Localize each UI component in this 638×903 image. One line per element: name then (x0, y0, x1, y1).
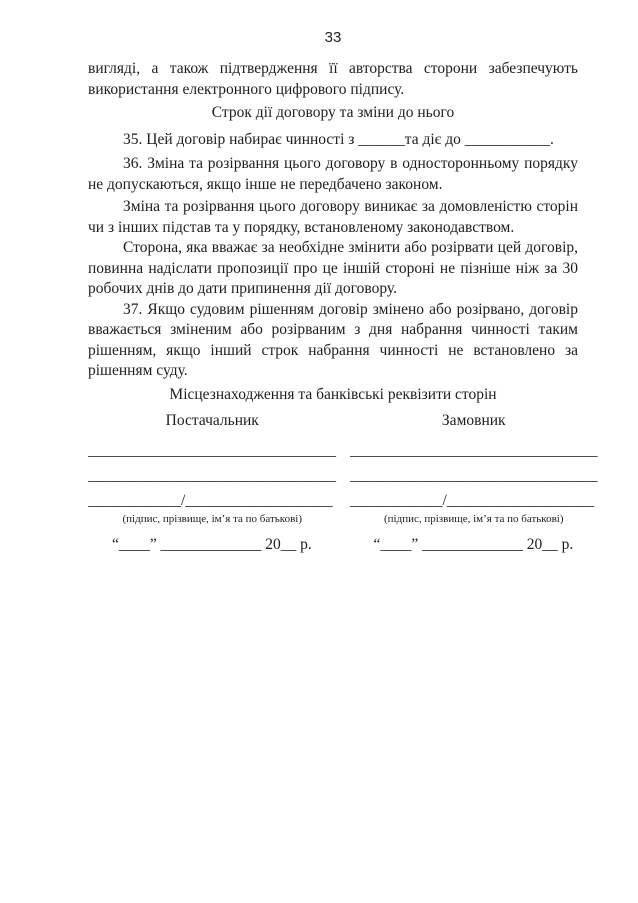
signature-block (88, 411, 598, 555)
supplier-blank-line-2: ________________________________ (88, 466, 336, 484)
supplier-signature-line: ____________/___________________ (88, 491, 333, 509)
supplier-signature-caption: (підпис, прізвище, ім’я та по батькові) (122, 512, 302, 525)
section-heading-term: Строк дії договору та зміни до нього (211, 104, 455, 121)
contract-clause-change: Зміна та розірвання цього договору виникає за домовленістю сторін чи з інших підстав та у порядку, встановленому законодавством. (88, 198, 578, 236)
customer-date-line: “____” _____________ 20__ р. (373, 535, 574, 553)
contract-clause-37: 37. Якщо судовим рішенням договір змінено або розірвано, договір вважається зміненим або розірваним з дня набрання чинності таким рішенням, якщо інший строк набрання чинності не встановлено за рішенням суду. (88, 300, 578, 379)
signature-column-supplier (88, 411, 337, 555)
customer-signature-line: ____________/___________________ (349, 491, 595, 509)
section-heading-requisites: Місцезнаходження та банківські реквізити сторін (169, 385, 497, 403)
page-content (88, 28, 598, 555)
customer-signature-caption: (підпис, прізвище, ім’я та по батькові) (384, 512, 564, 525)
signature-column-customer (350, 411, 599, 555)
contract-clause-notice: Сторона, яка вважає за необхідне змінити або розірвати цей договір, повинна надіслати пропозиції про це іншій стороні не пізніше ніж за 30 робочих днів до дати припинення дії договору. (88, 239, 578, 297)
customer-title: Замовник (441, 412, 506, 429)
customer-blank-line-1: ________________________________ (349, 441, 598, 459)
supplier-blank-line-1: ________________________________ (88, 441, 336, 459)
page-number: 33 (324, 29, 342, 46)
contract-clause-35: 35. Цей договір набирає чинності з ______та діє до ___________. (123, 130, 554, 148)
contract-clause-36: 36. Зміна та розірвання цього договору в односторонньому порядку не допускаються, якщо інше не передбачено законом. (88, 155, 578, 193)
supplier-title: Постачальник (165, 412, 259, 429)
customer-blank-line-2: ________________________________ (349, 466, 598, 484)
supplier-date-line: “____” _____________ 20__ р. (112, 535, 312, 553)
paragraph-continuation: вигляді, а також підтвердження її авторства сторони забезпечують використання електронного цифрового підпису. (88, 60, 578, 98)
